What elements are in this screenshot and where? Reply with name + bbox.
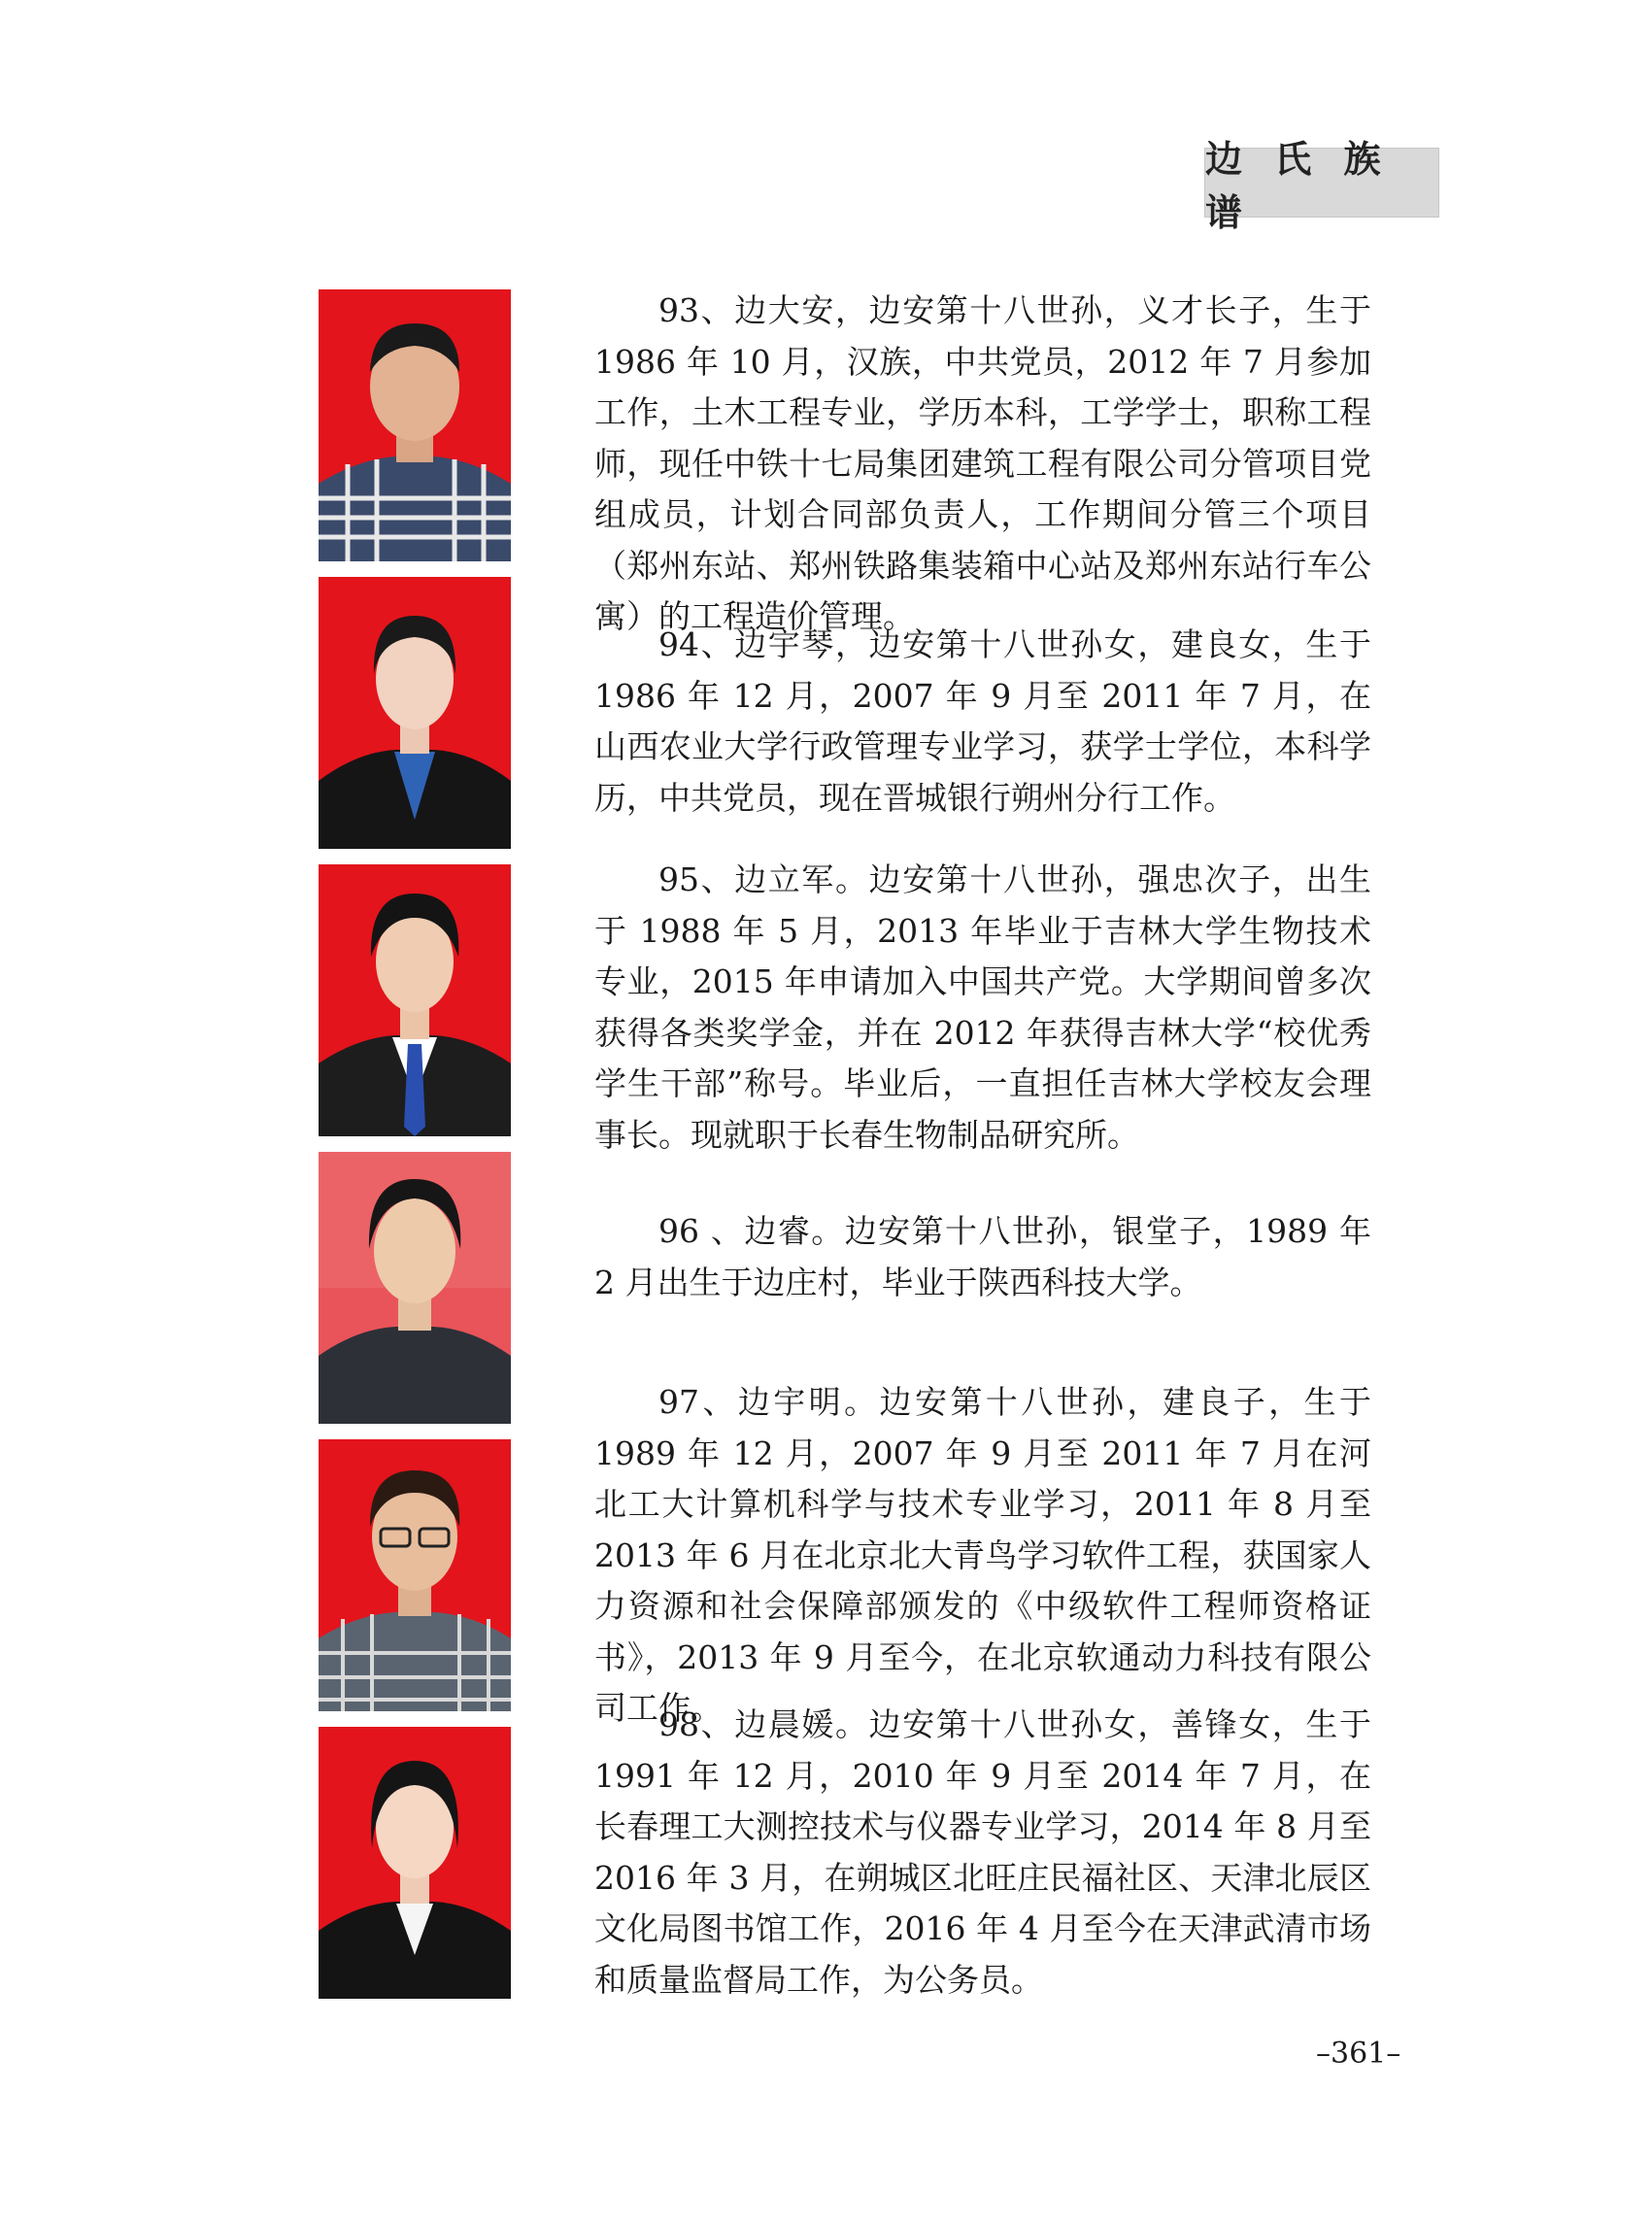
portrait-photo-98 (319, 1727, 511, 1999)
entry-94: 94、边宇琴，边安第十八世孙女，建良女，生于 1986 年 12 月，2007 年 9 月至 2011 年 7 月，在山西农业大学行政管理专业学习，获学士学位，本科学历，中共党员，现在晋城银行朔州分行工作。 (594, 625, 1371, 817)
portrait-photo-96 (319, 1152, 511, 1424)
portrait-photo-94 (319, 577, 511, 849)
portrait-photo-93 (319, 289, 511, 561)
portrait-photo-95 (319, 864, 511, 1136)
entry-93: 93、边大安，边安第十八世孙，义才长子，生于 1986 年 10 月，汉族，中共党员，2012 年 7 月参加工作，土木工程专业，学历本科，工学学士，职称工程师，现任中铁十七局集团建筑工程有限公司分管项目党组成员，计划合同部负责人，工作期间分管三个项目（郑州东站、郑州铁路集装箱中心站及郑州东站行车公寓）的工程造价管理。 (594, 291, 1371, 635)
entry-97: 97、边宇明。边安第十八世孙，建良子，生于 1989 年 12 月，2007 年 9 月至 2011 年 7 月在河北工大计算机科学与技术专业学习，2011 年 8 月至 2013 年 6 月在北京北大青鸟学习软件工程，获国家人力资源和社会保障部颁发的《中级软件工程师资格证书》，2013 年 9 月至今，在北京软通动力科技有限公司工作。 (594, 1383, 1371, 1727)
entry-98: 98、边晨媛。边安第十八世孙女，善锋女，生于 1991 年 12 月，2010 年 9 月至 2014 年 7 月，在长春理工大测控技术与仪器专业学习，2014 年 8 月至 2016 年 3 月，在朔城区北旺庄民福社区、天津北辰区文化局图书馆工作，2016 年 4 月至今在天津武清市场和质量监督局工作，为公务员。 (594, 1705, 1371, 1999)
header-title: 边 氏 族 谱 (1204, 148, 1439, 218)
portrait-photo-97 (319, 1439, 511, 1711)
page-number: –361– (1316, 2037, 1401, 2071)
entry-96: 96 、边睿。边安第十八世孙，银堂子，1989 年 2 月出生于边庄村，毕业于陕西科技大学。 (594, 1212, 1371, 1301)
entry-95: 95、边立军。边安第十八世孙，强忠次子，出生于 1988 年 5 月，2013 年毕业于吉林大学生物技术专业，2015 年申请加入中国共产党。大学期间曾多次获得各类奖学金，并在 2012 年获得吉林大学“校优秀学生干部”称号。毕业后，一直担任吉林大学校友会理事长。现就职于长春生物制品研究所。 (594, 860, 1371, 1154)
